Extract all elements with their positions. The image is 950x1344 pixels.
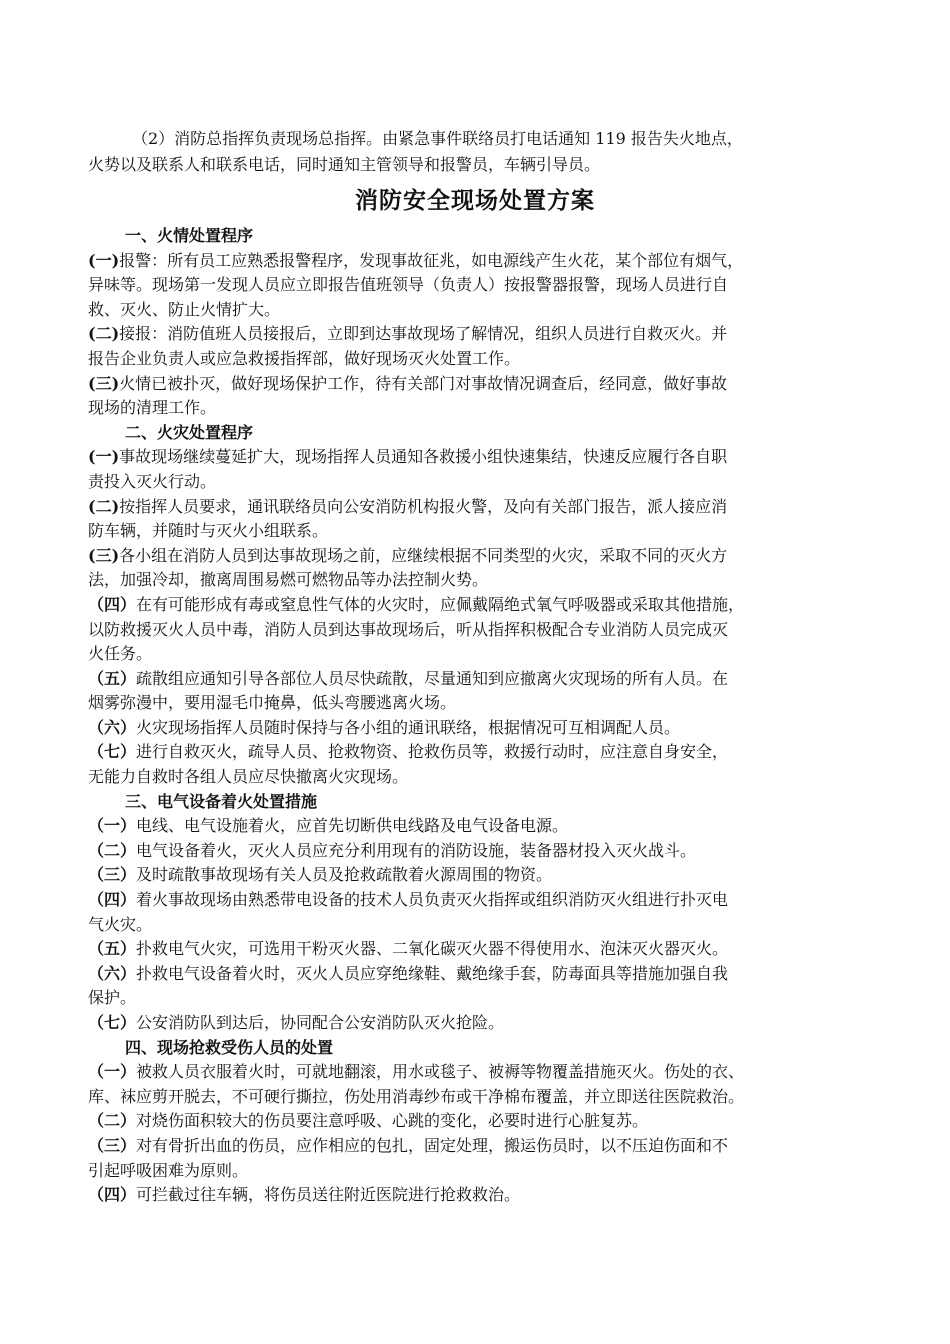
item-number: （三）	[88, 1135, 137, 1155]
line-text: 责投入灭火行动。	[88, 471, 217, 491]
intro-paragraph	[88, 126, 868, 178]
list-item	[88, 1109, 878, 1134]
line-text: 进行自救灭火，疏导人员、抢救物资、抢救伤员等，救援行动时，应注意自身安全，	[136, 742, 729, 762]
line-text: 在有可能形成有毒或窒息性气体的火灾时，应佩戴隔绝式氧气呼吸器或采取其他措施，	[136, 594, 745, 614]
line-text: 以防救援灭火人员中毒，消防人员到达事故现场后，听从指挥积极配合专业消防人员完成灭	[88, 619, 729, 639]
paragraph-line	[88, 1159, 878, 1184]
list-item	[88, 322, 878, 371]
paragraph-line	[88, 814, 878, 839]
paragraph-line	[88, 593, 878, 618]
paragraph-line	[88, 470, 878, 495]
list-item	[88, 544, 878, 593]
paragraph-line	[88, 445, 878, 470]
paragraph-line	[88, 273, 878, 298]
paragraph-line	[88, 691, 878, 716]
list-item	[88, 445, 878, 494]
item-number: （一）	[88, 1062, 137, 1082]
line-text: 火灾现场指挥人员随时保持与各小组的通讯联络，根据情况可互相调配人员。	[136, 717, 681, 737]
list-item	[88, 1183, 878, 1208]
line-text: 报告企业负责人或应急救援指挥部，做好现场灭火处置工作。	[88, 348, 521, 368]
line-text: 救、灭火、防止火情扩大。	[88, 299, 281, 319]
paragraph-line	[88, 1011, 878, 1036]
list-item	[88, 716, 878, 741]
list-item	[88, 888, 878, 937]
paragraph-line	[88, 322, 878, 347]
item-number: （一）	[88, 816, 137, 836]
item-number: (三)	[88, 545, 120, 565]
paragraph-line	[88, 544, 878, 569]
paragraph-line	[88, 839, 878, 864]
line-text: 报警：所有员工应熟悉报警程序，发现事故征兆，如电源线产生火花，某个部位有烟气，	[119, 250, 744, 270]
paragraph-line	[88, 667, 878, 692]
list-item	[88, 814, 878, 839]
paragraph-line	[88, 740, 878, 765]
line-text: 火任务。	[88, 644, 153, 664]
paragraph-line	[88, 568, 878, 593]
paragraph-line	[88, 913, 878, 938]
line-text: 及时疏散事故现场有关人员及抢救疏散着火源周围的物资。	[136, 865, 553, 885]
list-item	[88, 372, 878, 421]
intro-line: （2）消防总指挥负责现场总指挥。由紧急事件联络员打电话通知 119 报告失火地点，	[132, 129, 743, 148]
list-item	[88, 839, 878, 864]
paragraph-line	[88, 495, 878, 520]
item-number: （七）	[88, 1013, 137, 1032]
item-number: (二)	[88, 496, 120, 516]
item-number: （二）	[88, 840, 137, 860]
paragraph-line	[88, 962, 878, 987]
paragraph-line	[88, 888, 878, 913]
line-text: 防车辆，并随时与灭火小组联系。	[88, 521, 329, 541]
item-number: （二）	[88, 1111, 137, 1131]
line-text: 事故现场继续蔓延扩大，现场指挥人员通知各救援小组快速集结，快速反应履行各自职	[119, 447, 728, 467]
paragraph-line	[88, 519, 878, 544]
item-number: （六）	[88, 963, 137, 983]
list-item	[88, 249, 878, 323]
line-text: 被救人员衣服着火时，可就地翻滚，用水或毯子、被褥等物覆盖措施灭火。伤处的衣、	[136, 1062, 745, 1082]
line-text: 法，加强冷却，撤离周围易燃可燃物品等办法控制火势。	[88, 570, 489, 590]
paragraph-line	[88, 396, 878, 421]
section-heading: 一、火情处置程序	[125, 226, 254, 245]
item-number: （三）	[88, 865, 137, 885]
line-text: 各小组在消防人员到达事故现场之前，应继续根据不同类型的火灾，采取不同的灭火方	[119, 545, 728, 565]
item-number: （五）	[88, 939, 137, 959]
item-number: (一)	[88, 250, 120, 270]
line-text: 对有骨折出血的伤员，应作相应的包扎，固定处理，搬运伤员时，以不压迫伤面和不	[136, 1135, 729, 1155]
paragraph-line	[88, 716, 878, 741]
line-text: 引起呼吸困难为原则。	[88, 1160, 249, 1180]
line-text: 异味等。现场第一发现人员应立即报告值班领导（负责人）按报警器报警，现场人员进行自	[88, 275, 729, 295]
line-text: 疏散组应通知引导各部位人员尽快疏散，尽量通知到应撤离火灾现场的所有人员。在	[136, 668, 729, 688]
paragraph-line	[88, 765, 878, 790]
line-text: 气火灾。	[88, 914, 153, 934]
paragraph-line	[88, 863, 878, 888]
list-item	[88, 962, 878, 1011]
line-text: 扑救电气设备着火时，灭火人员应穿绝缘鞋、戴绝缘手套，防毒面具等措施加强自我	[136, 963, 729, 983]
list-item	[88, 1060, 878, 1109]
paragraph-line	[88, 937, 878, 962]
paragraph-line	[88, 986, 878, 1011]
line-text: 现场的清理工作。	[88, 398, 217, 418]
section-heading: 四、现场抢救受伤人员的处置	[125, 1037, 334, 1057]
line-text: 公安消防队到达后，协同配合公安消防队灭火抢险。	[136, 1013, 505, 1032]
paragraph-line	[88, 618, 878, 643]
item-number: (三)	[88, 373, 120, 393]
line-text: 电气设备着火，灭火人员应充分利用现有的消防设施，装备器材投入灭火战斗。	[136, 840, 697, 860]
line-text: 对烧伤面积较大的伤员要注意呼吸、心跳的变化，必要时进行心脏复苏。	[136, 1111, 649, 1131]
paragraph-line	[88, 1060, 878, 1085]
line-text: 着火事故现场由熟悉带电设备的技术人员负责灭火指挥或组织消防灭火组进行扑灭电	[136, 890, 729, 910]
list-item	[88, 593, 878, 667]
list-item	[88, 937, 878, 962]
line-text: 火情已被扑灭，做好现场保护工作，待有关部门对事故情况调查后，经同意，做好事故	[119, 373, 728, 393]
intro-line: 火势以及联系人和联系电话，同时通知主管领导和报警员，车辆引导员。	[88, 155, 601, 174]
list-item	[88, 1134, 878, 1183]
paragraph-line	[88, 347, 878, 372]
list-item	[88, 495, 878, 544]
list-item	[88, 863, 878, 888]
item-number: （五）	[88, 668, 137, 688]
page-title: 消防安全现场处置方案	[355, 187, 595, 214]
item-number: （四）	[88, 594, 137, 614]
item-number: （六）	[88, 717, 137, 737]
item-number: （七）	[88, 742, 137, 762]
line-text: 按指挥人员要求，通讯联络员向公安消防机构报火警，及向有关部门报告，派人接应消	[119, 496, 728, 516]
list-item	[88, 740, 878, 789]
item-number: （四）	[88, 890, 137, 910]
line-text: 电线、电气设施着火，应首先切断供电线路及电气设备电源。	[136, 816, 569, 836]
item-number: （四）	[88, 1185, 137, 1205]
item-number: (一)	[88, 447, 120, 467]
section-heading: 三、电气设备着火处置措施	[125, 791, 318, 811]
line-text: 烟雾弥漫中，要用湿毛巾掩鼻，低头弯腰逃离火场。	[88, 693, 457, 713]
paragraph-line	[88, 642, 878, 667]
paragraph-line	[88, 298, 878, 323]
line-text: 无能力自救时各组人员应尽快撤离火灾现场。	[88, 767, 409, 787]
line-text: 可拦截过往车辆，将伤员送往附近医院进行抢救救治。	[136, 1185, 521, 1205]
paragraph-line	[88, 1134, 878, 1159]
paragraph-line	[88, 1109, 878, 1134]
paragraph-line	[88, 249, 878, 274]
section-heading: 二、火灾处置程序	[125, 422, 254, 442]
line-text: 保护。	[88, 988, 137, 1008]
document-body	[88, 224, 878, 1208]
item-number: (二)	[88, 324, 120, 344]
line-text: 库、袜应剪开脱去，不可硬行撕拉，伤处用消毒纱布或干净棉布覆盖，并立即送往医院救治。	[88, 1086, 745, 1106]
paragraph-line	[88, 1183, 878, 1208]
line-text: 扑救电气火灾，可选用干粉灭火器、二氧化碳灭火器不得使用水、泡沫灭火器灭火。	[136, 939, 729, 959]
paragraph-line	[88, 372, 878, 397]
list-item	[88, 1011, 878, 1036]
line-text: 接报：消防值班人员接报后，立即到达事故现场了解情况，组织人员进行自救灭火。并	[119, 324, 728, 344]
paragraph-line	[88, 1085, 878, 1110]
list-item	[88, 667, 878, 716]
